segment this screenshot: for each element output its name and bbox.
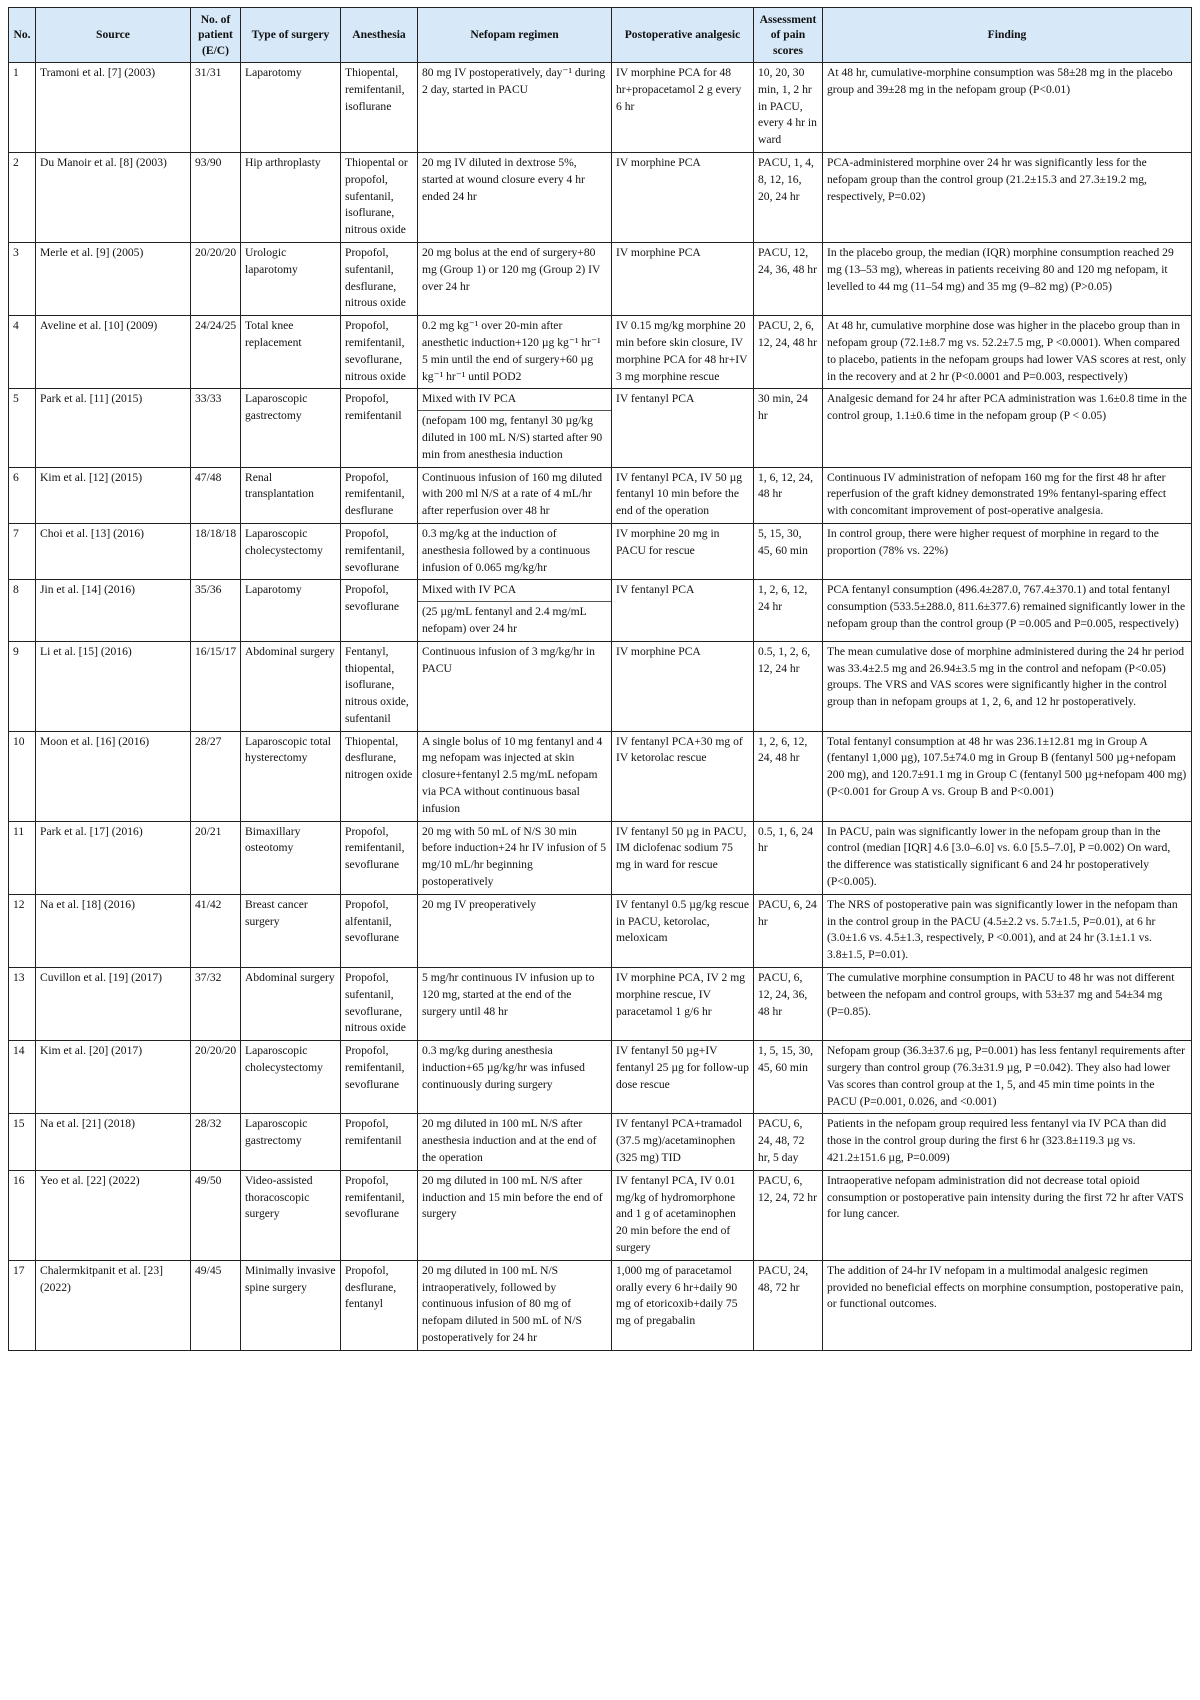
cell-patients: 28/32 (191, 1114, 241, 1170)
cell-regimen: Continuous infusion of 160 mg diluted with 200 ml N/S at a rate of 4 mL/hr after reperfusion over 48 hr (418, 467, 612, 523)
cell-assessment: PACU, 6, 24, 48, 72 hr, 5 day (754, 1114, 823, 1170)
nefopam-studies-table-container (8, 7, 1191, 1351)
cell-no: 4 (9, 316, 36, 389)
cell-no: 7 (9, 523, 36, 579)
cell-patients: 93/90 (191, 152, 241, 242)
cell-finding: Patients in the nefopam group required less fentanyl via IV PCA than did those in the control group during the first 6 hr (323.8±119.3 µg vs. 421.2±151.6 µg, P=0.009) (823, 1114, 1192, 1170)
table-row (9, 1114, 1192, 1170)
cell-analgesic: IV fentanyl PCA+tramadol (37.5 mg)/acetaminophen (325 mg) TID (612, 1114, 754, 1170)
cell-surgery: Laparoscopic gastrectomy (241, 389, 341, 467)
cell-analgesic: IV fentanyl PCA, IV 0.01 mg/kg of hydromorphone and 1 g of acetaminophen 20 min before the end of surgery (612, 1170, 754, 1260)
cell-anesthesia: Propofol, remifentanil (341, 1114, 418, 1170)
cell-source: Moon et al. [16] (2016) (36, 731, 191, 821)
cell-source: Cuvillon et al. [19] (2017) (36, 968, 191, 1041)
cell-anesthesia: Thiopental, remifentanil, isoflurane (341, 63, 418, 153)
cell-regimen: A single bolus of 10 mg fentanyl and 4 mg nefopam was injected at skin closure+fentanyl 2.5 mg/mL nefopam via PCA without continuous basal infusion (418, 731, 612, 821)
table-row (9, 242, 1192, 315)
cell-anesthesia: Fentanyl, thiopental, isoflurane, nitrous oxide, sufentanil (341, 641, 418, 731)
cell-analgesic: IV fentanyl 0.5 µg/kg rescue in PACU, ketorolac, meloxicam (612, 894, 754, 967)
cell-finding: The addition of 24-hr IV nefopam in a multimodal analgesic regimen provided no beneficial effects on morphine consumption, postoperative pain, or functional outcomes. (823, 1260, 1192, 1350)
cell-anesthesia: Propofol, remifentanil (341, 389, 418, 467)
table-row (9, 152, 1192, 242)
header-analgesic: Postoperative analgesic (612, 8, 754, 63)
cell-regimen (418, 389, 612, 467)
cell-assessment: PACU, 12, 24, 36, 48 hr (754, 242, 823, 315)
table-row (9, 389, 1192, 467)
cell-source: Aveline et al. [10] (2009) (36, 316, 191, 389)
cell-assessment: 1, 6, 12, 24, 48 hr (754, 467, 823, 523)
cell-regimen: 20 mg bolus at the end of surgery+80 mg (Group 1) or 120 mg (Group 2) IV over 24 hr (418, 242, 612, 315)
cell-source: Li et al. [15] (2016) (36, 641, 191, 731)
cell-source: Yeo et al. [22] (2022) (36, 1170, 191, 1260)
cell-regimen: 20 mg diluted in 100 mL N/S after anesthesia induction and at the end of the operation (418, 1114, 612, 1170)
table-row (9, 316, 1192, 389)
cell-no: 17 (9, 1260, 36, 1350)
header-regimen: Nefopam regimen (418, 8, 612, 63)
cell-regimen (418, 580, 612, 641)
cell-finding: PCA fentanyl consumption (496.4±287.0, 767.4±370.1) and total fentanyl consumption (533.5±288.0, 811.6±377.6) remained significantly lower in the nefopam group than the control group (P =0.005 and P=0.005, respectively) (823, 580, 1192, 641)
cell-analgesic: IV fentanyl PCA (612, 580, 754, 641)
cell-no: 8 (9, 580, 36, 641)
cell-surgery: Laparotomy (241, 63, 341, 153)
cell-finding: Analgesic demand for 24 hr after PCA administration was 1.6±0.8 time in the control group, 1.1±0.6 time in the nefopam group (P < 0.05) (823, 389, 1192, 467)
cell-regimen: 20 mg with 50 mL of N/S 30 min before induction+24 hr IV infusion of 5 mg/10 mL/hr beginning postoperatively (418, 821, 612, 894)
table-row (9, 821, 1192, 894)
header-finding: Finding (823, 8, 1192, 63)
cell-finding: In the placebo group, the median (IQR) morphine consumption reached 29 mg (13–53 mg), whereas in patients receiving 80 and 120 mg nefopam, it levelled to 44 mg (11–54 mg) and 35 mg (9–82 mg) (P>0.05) (823, 242, 1192, 315)
cell-patients: 20/20/20 (191, 242, 241, 315)
cell-patients: 37/32 (191, 968, 241, 1041)
cell-anesthesia: Thiopental, desflurane, nitrogen oxide (341, 731, 418, 821)
cell-analgesic: IV morphine PCA, IV 2 mg morphine rescue, IV paracetamol 1 g/6 hr (612, 968, 754, 1041)
cell-source: Chalermkitpanit et al. [23] (2022) (36, 1260, 191, 1350)
cell-assessment: 10, 20, 30 min, 1, 2 hr in PACU, every 4 hr in ward (754, 63, 823, 153)
cell-analgesic: IV fentanyl PCA, IV 50 µg fentanyl 10 min before the end of the operation (612, 467, 754, 523)
cell-analgesic: IV morphine PCA (612, 152, 754, 242)
cell-analgesic: IV morphine PCA for 48 hr+propacetamol 2 g every 6 hr (612, 63, 754, 153)
cell-assessment: PACU, 6, 24 hr (754, 894, 823, 967)
cell-finding: In control group, there were higher request of morphine in regard to the proportion (78% vs. 22%) (823, 523, 1192, 579)
cell-finding: Nefopam group (36.3±37.6 µg, P=0.001) has less fentanyl requirements after surgery than control group (76.3±31.9 µg, P =0.042). They also had lower Vas scores than control group at the 1, 5, and 45 min time points in the PACU (P=0.001, 0.026, and <0.001) (823, 1041, 1192, 1114)
table-row (9, 894, 1192, 967)
cell-source: Na et al. [18] (2016) (36, 894, 191, 967)
cell-no: 16 (9, 1170, 36, 1260)
cell-patients: 47/48 (191, 467, 241, 523)
cell-source: Park et al. [11] (2015) (36, 389, 191, 467)
cell-assessment: PACU, 6, 12, 24, 72 hr (754, 1170, 823, 1260)
header-patients: No. of patient (E/C) (191, 8, 241, 63)
cell-regimen: 20 mg IV diluted in dextrose 5%, started at wound closure every 4 hr ended 24 hr (418, 152, 612, 242)
cell-patients: 20/20/20 (191, 1041, 241, 1114)
cell-assessment: 0.5, 1, 6, 24 hr (754, 821, 823, 894)
cell-assessment: 30 min, 24 hr (754, 389, 823, 467)
cell-anesthesia: Propofol, desflurane, fentanyl (341, 1260, 418, 1350)
cell-anesthesia: Propofol, remifentanil, sevoflurane, nitrous oxide (341, 316, 418, 389)
cell-patients: 33/33 (191, 389, 241, 467)
cell-regimen: Continuous infusion of 3 mg/kg/hr in PACU (418, 641, 612, 731)
header-no: No. (9, 8, 36, 63)
cell-assessment: PACU, 1, 4, 8, 12, 16, 20, 24 hr (754, 152, 823, 242)
cell-no: 12 (9, 894, 36, 967)
cell-no: 10 (9, 731, 36, 821)
cell-source: Merle et al. [9] (2005) (36, 242, 191, 315)
cell-analgesic: IV fentanyl PCA (612, 389, 754, 467)
table-row (9, 523, 1192, 579)
cell-surgery: Laparoscopic total hysterectomy (241, 731, 341, 821)
cell-analgesic: IV fentanyl 50 µg in PACU, IM diclofenac sodium 75 mg in ward for rescue (612, 821, 754, 894)
cell-assessment: PACU, 24, 48, 72 hr (754, 1260, 823, 1350)
cell-analgesic: IV fentanyl PCA+30 mg of IV ketorolac rescue (612, 731, 754, 821)
cell-surgery: Hip arthroplasty (241, 152, 341, 242)
cell-source: Kim et al. [12] (2015) (36, 467, 191, 523)
cell-patients: 35/36 (191, 580, 241, 641)
cell-regimen: 20 mg IV preoperatively (418, 894, 612, 967)
header-anesthesia: Anesthesia (341, 8, 418, 63)
table-row (9, 1260, 1192, 1350)
cell-no: 2 (9, 152, 36, 242)
cell-analgesic: IV fentanyl 50 µg+IV fentanyl 25 µg for follow-up dose rescue (612, 1041, 754, 1114)
cell-patients: 28/27 (191, 731, 241, 821)
cell-finding: Intraoperative nefopam administration did not decrease total opioid consumption or postoperative pain intensity during the first 72 hr after VATS for lung cancer. (823, 1170, 1192, 1260)
cell-surgery: Bimaxillary osteotomy (241, 821, 341, 894)
cell-finding: The mean cumulative dose of morphine administered during the 24 hr period was 33.4±2.5 mg and 26.94±3.5 mg in the control and nefopam (P<0.05) groups. The VRS and VAS scores were significantly higher in the control group than in nefopam groups at 1, 2, 6, and 12 hr postoperatively. (823, 641, 1192, 731)
table-row (9, 1170, 1192, 1260)
cell-assessment: 0.5, 1, 2, 6, 12, 24 hr (754, 641, 823, 731)
cell-anesthesia: Propofol, alfentanil, sevoflurane (341, 894, 418, 967)
regimen-part-a: Mixed with IV PCA (418, 582, 611, 602)
header-surgery: Type of surgery (241, 8, 341, 63)
regimen-part-b: (25 µg/mL fentanyl and 2.4 mg/mL nefopam) over 24 hr (422, 605, 587, 635)
cell-finding: At 48 hr, cumulative-morphine consumption was 58±28 mg in the placebo group and 39±28 mg in the nefopam group (P<0.01) (823, 63, 1192, 153)
table-row (9, 63, 1192, 153)
cell-regimen: 80 mg IV postoperatively, day⁻¹ during 2 day, started in PACU (418, 63, 612, 153)
cell-surgery: Video-assisted thoracoscopic surgery (241, 1170, 341, 1260)
table-header (9, 8, 1192, 63)
cell-finding: Total fentanyl consumption at 48 hr was 236.1±12.81 mg in Group A (fentanyl 1,000 µg), 107.5±74.0 mg in Group B (fentanyl 500 µg+nefopam 200 mg), and 120.7±91.1 mg in Group C (fentanyl 500 µg+nefopam 400 mg) (P<0.001 for Group A vs. Group B and P<0.001) (823, 731, 1192, 821)
cell-no: 13 (9, 968, 36, 1041)
regimen-part-a: Mixed with IV PCA (418, 391, 611, 411)
cell-assessment: 1, 2, 6, 12, 24, 48 hr (754, 731, 823, 821)
cell-finding: The cumulative morphine consumption in PACU to 48 hr was not different between the nefopam and control groups, with 53±37 mg and 54±34 mg (P=0.85). (823, 968, 1192, 1041)
table-row (9, 641, 1192, 731)
cell-regimen: 0.3 mg/kg at the induction of anesthesia followed by a continuous infusion of 0.065 mg/kg/hr (418, 523, 612, 579)
cell-patients: 49/45 (191, 1260, 241, 1350)
cell-anesthesia: Propofol, sufentanil, sevoflurane, nitrous oxide (341, 968, 418, 1041)
cell-assessment: 1, 2, 6, 12, 24 hr (754, 580, 823, 641)
cell-regimen: 5 mg/hr continuous IV infusion up to 120 mg, started at the end of the surgery until 48 hr (418, 968, 612, 1041)
cell-surgery: Abdominal surgery (241, 641, 341, 731)
cell-regimen: 0.2 mg kg⁻¹ over 20-min after anesthetic induction+120 µg kg⁻¹ hr⁻¹ 5 min until the end of surgery+60 µg kg⁻¹ hr⁻¹ until POD2 (418, 316, 612, 389)
cell-no: 15 (9, 1114, 36, 1170)
cell-finding: PCA-administered morphine over 24 hr was significantly less for the nefopam group than the control group (21.2±15.3 and 27.3±19.2 mg, respectively, P=0.02) (823, 152, 1192, 242)
regimen-part-b: (nefopam 100 mg, fentanyl 30 µg/kg diluted in 100 mL N/S) started after 90 min from anesthesia induction (422, 414, 603, 461)
cell-analgesic: 1,000 mg of paracetamol orally every 6 hr+daily 90 mg of etoricoxib+daily 75 mg of pregabalin (612, 1260, 754, 1350)
table-row (9, 467, 1192, 523)
cell-patients: 24/24/25 (191, 316, 241, 389)
header-assessment: Assessment of pain scores (754, 8, 823, 63)
cell-patients: 20/21 (191, 821, 241, 894)
cell-assessment: 5, 15, 30, 45, 60 min (754, 523, 823, 579)
cell-no: 6 (9, 467, 36, 523)
cell-source: Du Manoir et al. [8] (2003) (36, 152, 191, 242)
cell-source: Tramoni et al. [7] (2003) (36, 63, 191, 153)
cell-anesthesia: Propofol, remifentanil, sevoflurane (341, 821, 418, 894)
cell-patients: 31/31 (191, 63, 241, 153)
cell-no: 5 (9, 389, 36, 467)
cell-regimen: 20 mg diluted in 100 mL N/S intraoperatively, followed by continuous infusion of 80 mg of nefopam diluted in 500 mL of N/S postoperatively for 24 hr (418, 1260, 612, 1350)
cell-anesthesia: Propofol, remifentanil, sevoflurane (341, 1170, 418, 1260)
cell-no: 1 (9, 63, 36, 153)
cell-source: Kim et al. [20] (2017) (36, 1041, 191, 1114)
header-row (9, 8, 1192, 63)
cell-anesthesia: Propofol, sevoflurane (341, 580, 418, 641)
nefopam-studies-table (8, 7, 1192, 1351)
table-row (9, 580, 1192, 641)
cell-source: Na et al. [21] (2018) (36, 1114, 191, 1170)
cell-source: Jin et al. [14] (2016) (36, 580, 191, 641)
cell-source: Choi et al. [13] (2016) (36, 523, 191, 579)
cell-surgery: Minimally invasive spine surgery (241, 1260, 341, 1350)
cell-surgery: Laparoscopic gastrectomy (241, 1114, 341, 1170)
cell-anesthesia: Propofol, sufentanil, desflurane, nitrous oxide (341, 242, 418, 315)
cell-surgery: Breast cancer surgery (241, 894, 341, 967)
cell-no: 11 (9, 821, 36, 894)
cell-anesthesia: Propofol, remifentanil, sevoflurane (341, 523, 418, 579)
cell-source: Park et al. [17] (2016) (36, 821, 191, 894)
cell-anesthesia: Propofol, remifentanil, sevoflurane (341, 1041, 418, 1114)
cell-assessment: PACU, 2, 6, 12, 24, 48 hr (754, 316, 823, 389)
cell-analgesic: IV 0.15 mg/kg morphine 20 min before skin closure, IV morphine PCA for 48 hr+IV 3 mg morphine rescue (612, 316, 754, 389)
table-row (9, 731, 1192, 821)
cell-patients: 18/18/18 (191, 523, 241, 579)
cell-analgesic: IV morphine 20 mg in PACU for rescue (612, 523, 754, 579)
table-row (9, 1041, 1192, 1114)
cell-analgesic: IV morphine PCA (612, 641, 754, 731)
cell-finding: Continuous IV administration of nefopam 160 mg for the first 48 hr after reperfusion of the graft kidney demonstrated 19% fentanyl-sparing effect with concomitant improvement of post-operative analgesia. (823, 467, 1192, 523)
cell-regimen: 0.3 mg/kg during anesthesia induction+65 µg/kg/hr was infused continuously during surgery (418, 1041, 612, 1114)
cell-surgery: Laparoscopic cholecystectomy (241, 523, 341, 579)
cell-finding: The NRS of postoperative pain was significantly lower in the nefopam than in the control group in the PACU (4.5±2.2 vs. 5.7±1.5, P=0.01), at 6 hr (3.0±1.6 vs. 4.5±1.3, respectively, P <0.001), and at 24 hr (3.1±1.1 vs. 3.8±1.5, P=0.01). (823, 894, 1192, 967)
table-row (9, 968, 1192, 1041)
cell-surgery: Laparoscopic cholecystectomy (241, 1041, 341, 1114)
cell-surgery: Renal transplantation (241, 467, 341, 523)
cell-no: 14 (9, 1041, 36, 1114)
cell-anesthesia: Thiopental or propofol, sufentanil, isoflurane, nitrous oxide (341, 152, 418, 242)
cell-regimen: 20 mg diluted in 100 mL N/S after induction and 15 min before the end of surgery (418, 1170, 612, 1260)
cell-analgesic: IV morphine PCA (612, 242, 754, 315)
cell-patients: 49/50 (191, 1170, 241, 1260)
table-body (9, 63, 1192, 1351)
cell-assessment: PACU, 6, 12, 24, 36, 48 hr (754, 968, 823, 1041)
cell-anesthesia: Propofol, remifentanil, desflurane (341, 467, 418, 523)
cell-patients: 41/42 (191, 894, 241, 967)
header-source: Source (36, 8, 191, 63)
cell-surgery: Abdominal surgery (241, 968, 341, 1041)
cell-surgery: Urologic laparotomy (241, 242, 341, 315)
cell-assessment: 1, 5, 15, 30, 45, 60 min (754, 1041, 823, 1114)
cell-no: 3 (9, 242, 36, 315)
cell-no: 9 (9, 641, 36, 731)
cell-finding: In PACU, pain was significantly lower in the nefopam group than in the control (median [IQR] 4.6 [3.0–6.0] vs. 6.0 [5.5–7.0], P =0.002) On ward, the difference was statistically significant 6 and 24 hr postoperatively (P<0.005). (823, 821, 1192, 894)
cell-patients: 16/15/17 (191, 641, 241, 731)
cell-finding: At 48 hr, cumulative morphine dose was higher in the placebo group than in nefopam group (72.1±8.7 mg vs. 52.2±7.5 mg, P <0.0001). When compared to placebo, patients in the nefopam groups had lower VAS scores at rest, only in the recovery and at 2 hr (P<0.0001 and P=0.003, respectively) (823, 316, 1192, 389)
cell-surgery: Total knee replacement (241, 316, 341, 389)
cell-surgery: Laparotomy (241, 580, 341, 641)
